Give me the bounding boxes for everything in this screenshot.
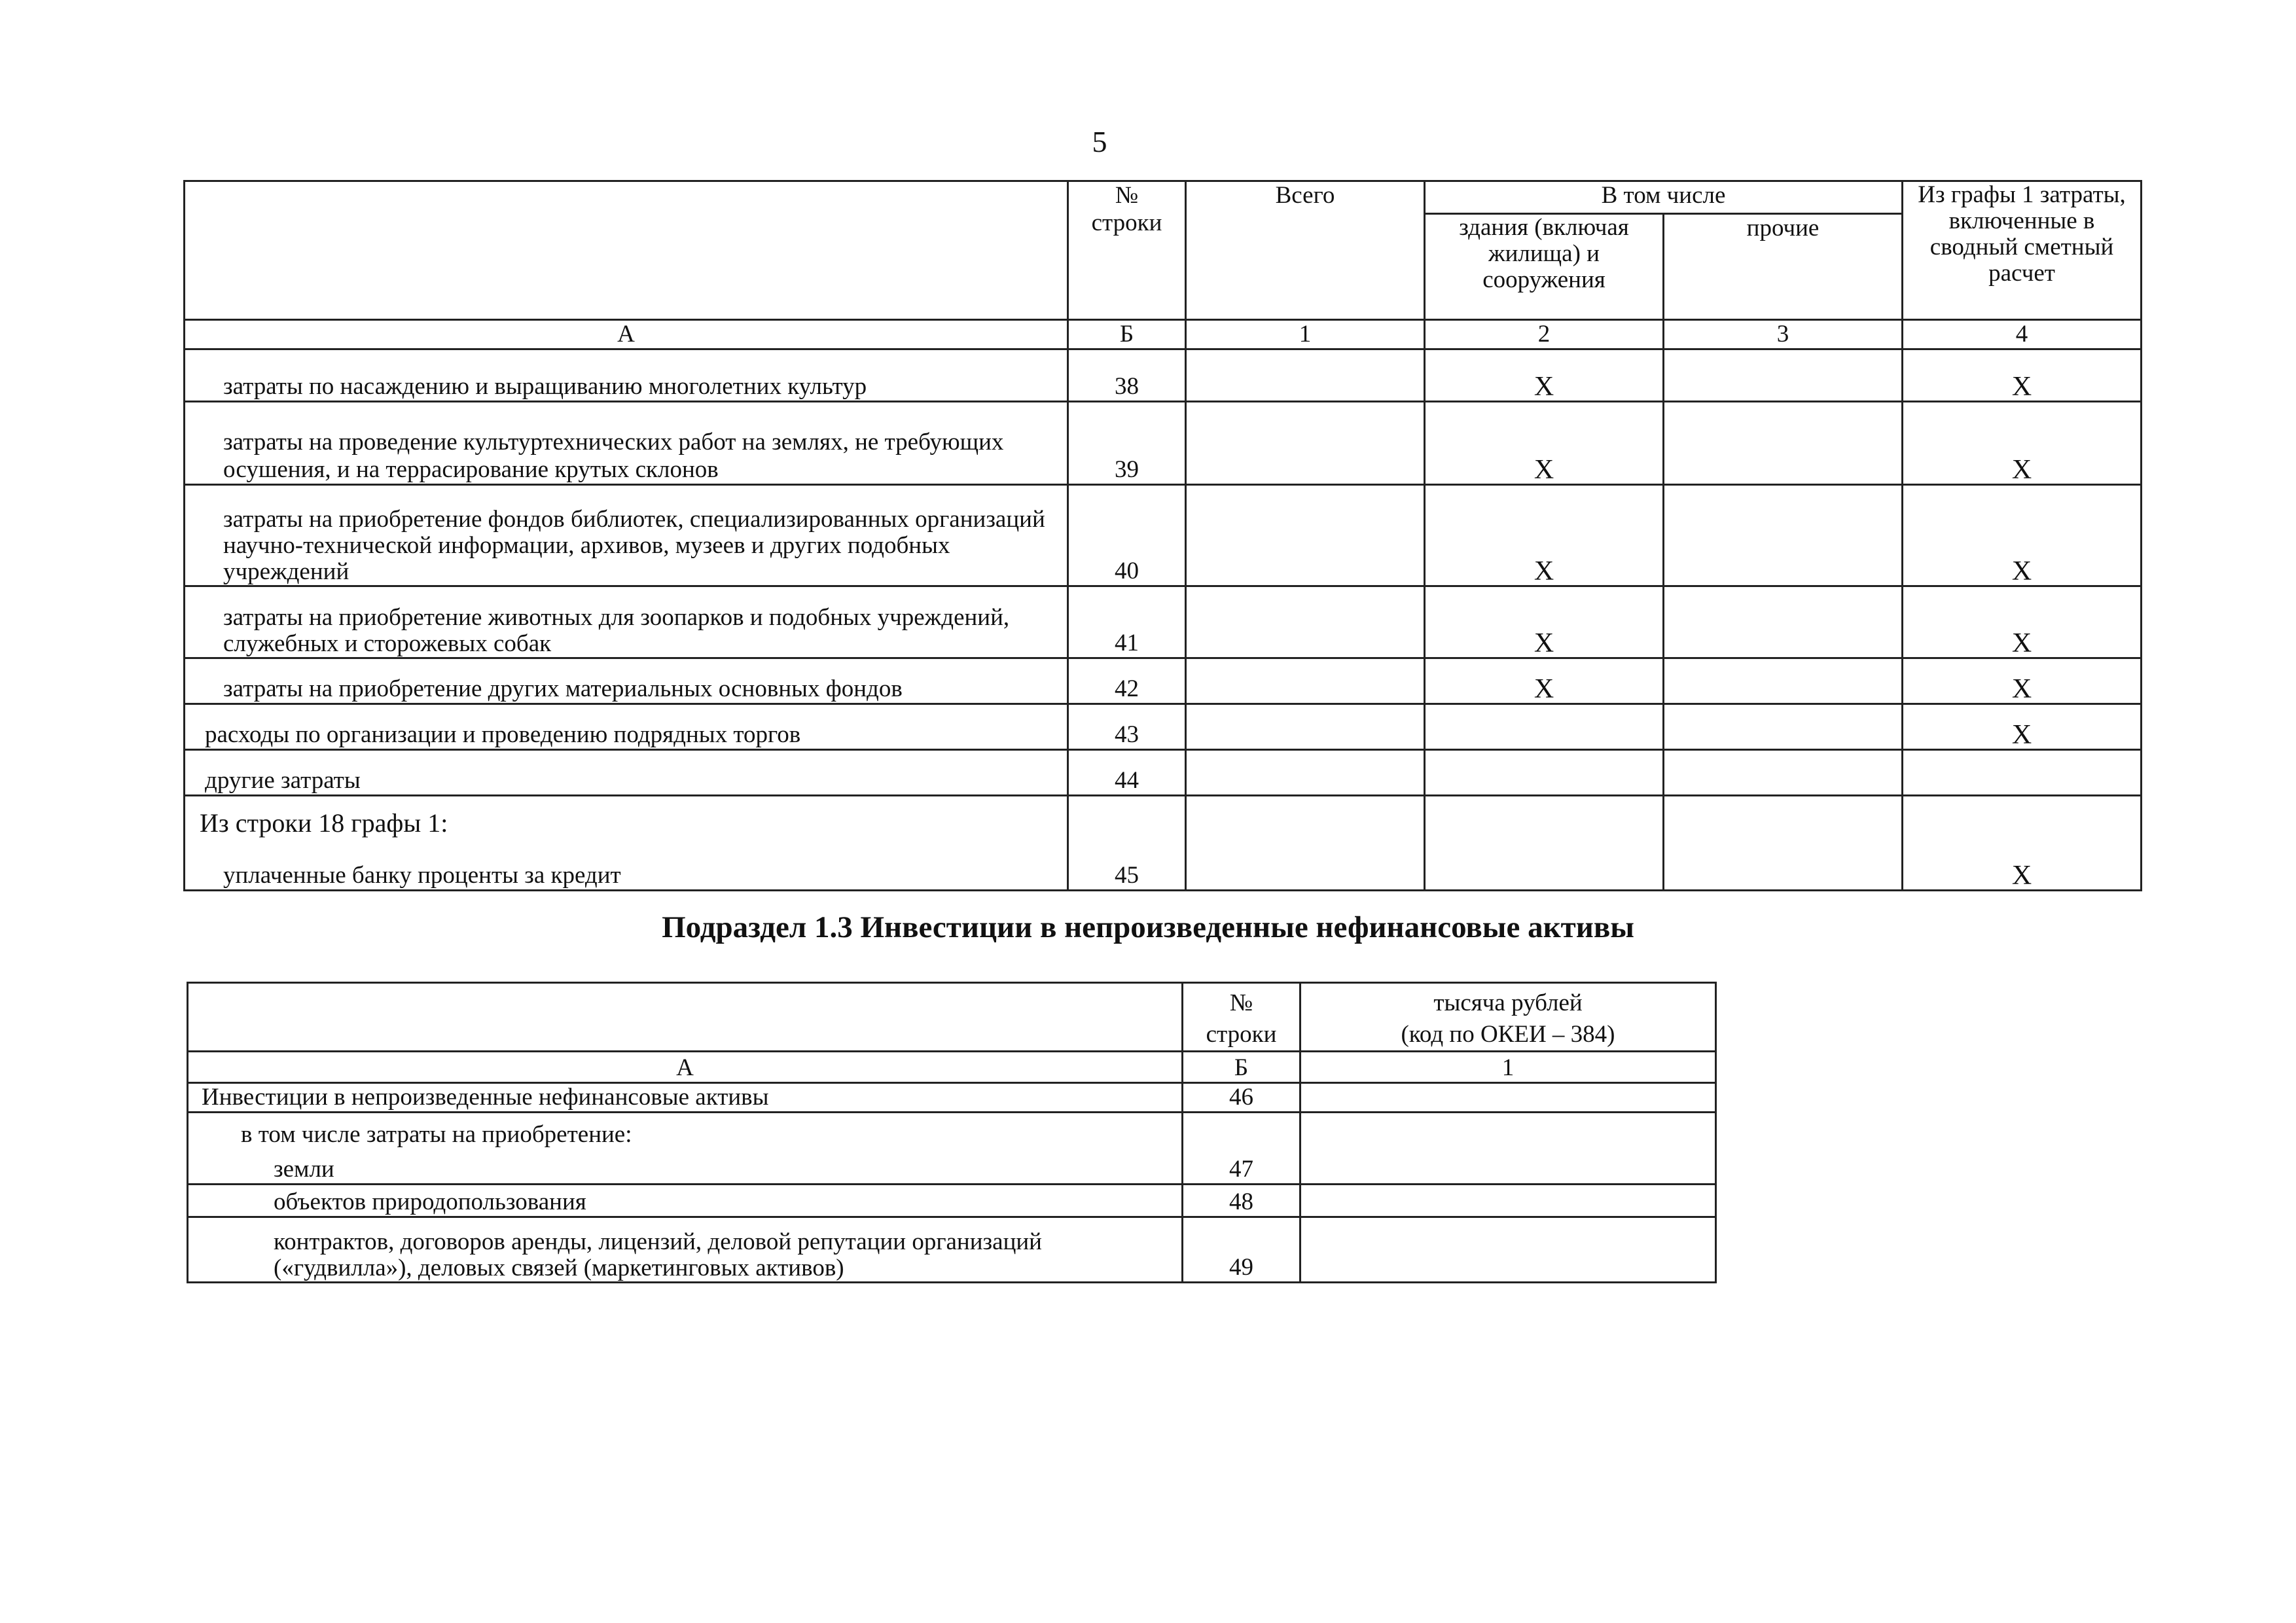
cell-col3 [1664,750,1903,796]
header-blank [188,983,1183,1052]
header-from-column-1: Из графы 1 затраты, включенные в сводный сметный расчет [1903,181,2142,320]
row-number: 48 [1183,1185,1300,1217]
header-row-number: № строки [1183,983,1300,1052]
cell-col3 [1664,349,1903,402]
cell-col3 [1664,485,1903,586]
code-cell: Б [1183,1052,1300,1083]
cell-col3 [1664,402,1903,485]
cell-col1 [1186,349,1425,402]
code-cell: 3 [1664,320,1903,349]
code-cell: А [188,1052,1183,1083]
row-label: контрактов, договоров аренды, лицензий, деловой репутации организаций («гудвилла»), деловых связей (маркетинговых активов) [188,1217,1183,1283]
row-label: затраты по насаждению и выращиванию многолетних культур [185,349,1068,402]
cell-col1 [1300,1083,1716,1113]
cell-col2: X [1425,349,1664,402]
cell-col1 [1300,1185,1716,1217]
code-row [185,320,2142,349]
cell-col4: X [1903,402,2142,485]
table-row [185,796,2142,891]
subsection-title: Подраздел 1.3 Инвестиции в непроизведенные нефинансовые активы [662,910,1634,944]
cell-col2: X [1425,485,1664,586]
cell-col1 [1186,796,1425,891]
header-unit: тысяча рублей (код по ОКЕИ – 384) [1300,983,1716,1052]
non-produced-assets-table [187,982,1717,1283]
row-number: 40 [1068,485,1186,586]
header-buildings: здания (включая жилища) и сооружения [1425,214,1664,320]
cell-col4: X [1903,586,2142,658]
cell-col1 [1186,402,1425,485]
table-row [188,1217,1716,1283]
cell-col1 [1186,750,1425,796]
row-number: 44 [1068,750,1186,796]
table-row [185,349,2142,402]
cell-col2 [1425,750,1664,796]
cell-col1 [1300,1217,1716,1283]
row-label: уплаченные банку проценты за кредит [223,862,621,889]
code-cell: 1 [1186,320,1425,349]
cell-col4 [1903,750,2142,796]
cell-col2 [1425,796,1664,891]
cell-col4: X [1903,658,2142,704]
cell-col1 [1300,1113,1716,1185]
table-row [185,586,2142,658]
row-label: Инвестиции в непроизведенные нефинансовые активы [188,1083,1183,1113]
row-number: 49 [1183,1217,1300,1283]
table-row [185,402,2142,485]
row-group-heading: в том числе затраты на приобретение: [241,1121,632,1148]
header-including: В том числе [1425,181,1903,214]
header-total: Всего [1186,181,1425,320]
header-row-number: № строки [1068,181,1186,320]
cell-col3 [1664,796,1903,891]
row-number: 38 [1068,349,1186,402]
table-row [188,1113,1716,1185]
cell-col2: X [1425,586,1664,658]
table-row [185,704,2142,750]
cell-col1 [1186,485,1425,586]
cell-col1 [1186,658,1425,704]
header-other: прочие [1664,214,1903,320]
cell-col2: X [1425,658,1664,704]
header-blank [185,181,1068,320]
row-number: 45 [1068,796,1186,891]
row-number: 41 [1068,586,1186,658]
row-label: земли [274,1156,334,1183]
row-label: объектов природопользования [188,1185,1183,1217]
cell-col3 [1664,704,1903,750]
row-number: 46 [1183,1083,1300,1113]
row-label: затраты на приобретение фондов библиотек, специализированных организаций научно-технической информации, архивов, музеев и других подобных учреждений [185,485,1068,586]
cell-col1 [1186,704,1425,750]
cell-col4: X [1903,485,2142,586]
row-label-group [188,1113,1183,1185]
code-cell: А [185,320,1068,349]
row-group-heading: Из строки 18 графы 1: [200,808,448,838]
row-label-group [185,796,1068,891]
row-number: 42 [1068,658,1186,704]
row-label: затраты на проведение культуртехнических работ на землях, не требующих осушения, и на террасирование крутых склонов [185,402,1068,485]
row-label: другие затраты [185,750,1068,796]
cell-col4: X [1903,704,2142,750]
code-cell: 1 [1300,1052,1716,1083]
cell-col2: X [1425,402,1664,485]
code-cell: 4 [1903,320,2142,349]
cell-col1 [1186,586,1425,658]
row-number: 47 [1183,1113,1300,1185]
table-row [185,658,2142,704]
cell-col4: X [1903,796,2142,891]
code-cell: 2 [1425,320,1664,349]
row-label: затраты на приобретение других материальных основных фондов [185,658,1068,704]
cell-col3 [1664,586,1903,658]
cell-col2 [1425,704,1664,750]
table-row [188,1185,1716,1217]
row-label: затраты на приобретение животных для зоопарков и подобных учреждений, служебных и сторожевых собак [185,586,1068,658]
table-row [185,750,2142,796]
cell-col4: X [1903,349,2142,402]
page-number: 5 [1092,125,1107,158]
code-cell: Б [1068,320,1186,349]
row-number: 39 [1068,402,1186,485]
table-row [185,485,2142,586]
table-row [188,1083,1716,1113]
code-row [188,1052,1716,1083]
cell-col3 [1664,658,1903,704]
row-label: расходы по организации и проведению подрядных торгов [185,704,1068,750]
investments-table [183,180,2142,891]
row-number: 43 [1068,704,1186,750]
